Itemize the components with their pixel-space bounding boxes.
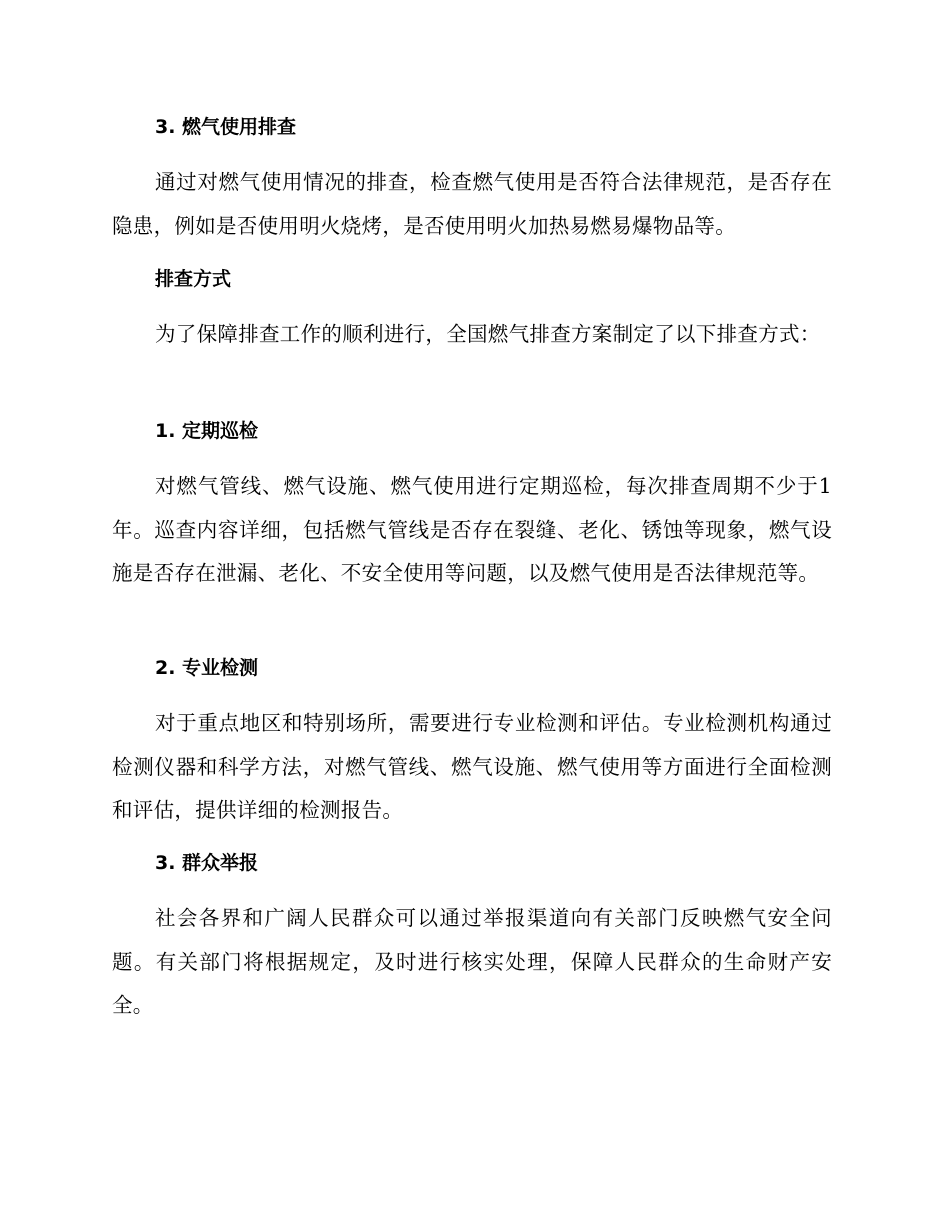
section-paragraph-regular-inspection: 对燃气管线、燃气设施、燃气使用进行定期巡检，每次排查周期不少于1年。巡查内容详细，包括燃气管线是否存在裂缝、老化、锈蚀等现象，燃气设施是否存在泄漏、老化、不安全使用等问题，以及燃气使用是否法律规范等。 xyxy=(112,474,832,585)
section-paragraph-professional-testing: 对于重点地区和特别场所，需要进行专业检测和评估。专业检测机构通过检测仪器和科学方法，对燃气管线、燃气设施、燃气使用等方面进行全面检测和评估，提供详细的检测报告。 xyxy=(112,711,832,822)
section-heading-regular-inspection: 1. 定期巡检 xyxy=(155,420,259,442)
section-heading-public-reporting: 3. 群众举报 xyxy=(155,852,259,874)
section-paragraph-gas-usage-check: 通过对燃气使用情况的排查，检查燃气使用是否符合法律规范，是否存在隐患，例如是否使用明火烧烤，是否使用明火加热易燃易爆物品等。 xyxy=(112,170,832,238)
section-heading-gas-usage-check: 3. 燃气使用排查 xyxy=(155,116,297,138)
section-paragraph-check-methods: 为了保障排查工作的顺利进行，全国燃气排查方案制定了以下排查方式： xyxy=(155,322,821,346)
section-heading-check-methods: 排查方式 xyxy=(155,268,232,290)
section-heading-professional-testing: 2. 专业检测 xyxy=(155,657,259,679)
section-paragraph-public-reporting: 社会各界和广阔人民群众可以通过举报渠道向有关部门反映燃气安全问题。有关部门将根据规定，及时进行核实处理，保障人民群众的生命财产安全。 xyxy=(112,906,832,1017)
